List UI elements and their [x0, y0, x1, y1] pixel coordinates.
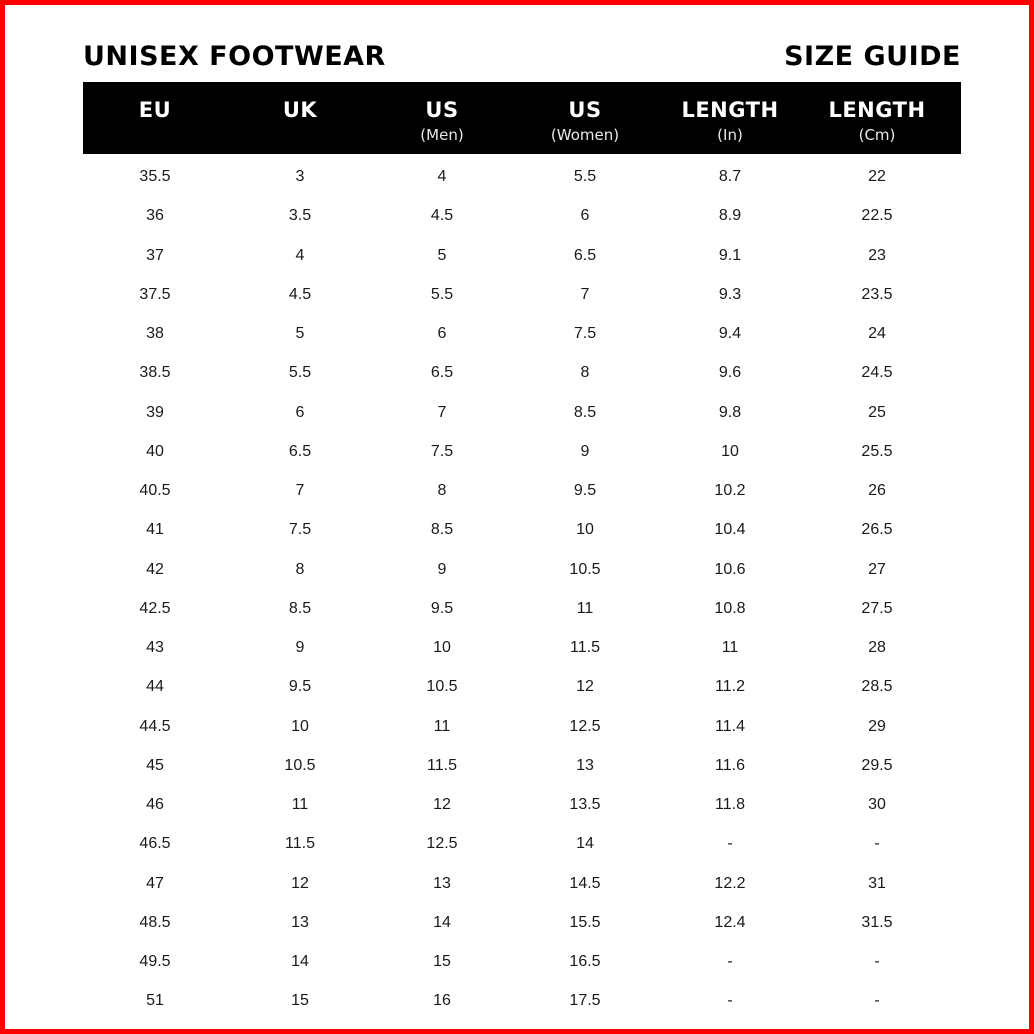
- table-cell: 36: [146, 207, 164, 225]
- table-cell: 35.5: [139, 168, 171, 185]
- table-row: [83, 785, 961, 824]
- table-cell: 13.5: [569, 796, 601, 813]
- table-cell: 16: [433, 992, 451, 1010]
- table-cell: 9.5: [288, 678, 312, 696]
- table-cell: 39: [146, 403, 164, 421]
- table-cell: 14: [433, 913, 451, 931]
- table-row: [83, 314, 961, 353]
- table-row: [83, 432, 961, 471]
- table-cell: 10.5: [426, 678, 458, 696]
- column-header-unit: (In): [717, 126, 743, 144]
- table-cell: 15: [433, 953, 451, 970]
- table-cell: 10.5: [569, 560, 601, 578]
- table-cell: 11.5: [285, 835, 315, 853]
- table-cell: 9.1: [718, 246, 742, 264]
- column-header: [85, 82, 225, 154]
- table-cell: 11: [721, 639, 739, 656]
- table-cell: 9.5: [573, 482, 597, 499]
- table-cell: 12: [576, 678, 594, 696]
- table-cell: -: [874, 953, 880, 970]
- table-cell: 5.5: [288, 364, 312, 382]
- table-cell: 49.5: [139, 953, 171, 970]
- table-cell: 10: [576, 521, 594, 539]
- table-cell: 9.5: [430, 599, 454, 617]
- table-row: [83, 824, 961, 863]
- table-cell: 46.5: [139, 835, 171, 853]
- table-cell: 40: [146, 442, 164, 460]
- table-cell: 42.5: [139, 599, 171, 617]
- table-row: [83, 707, 961, 746]
- table-cell: 31.5: [861, 913, 893, 931]
- table-cell: 6.5: [430, 364, 454, 382]
- table-cell: -: [874, 992, 880, 1010]
- column-header: [515, 82, 655, 154]
- table-row: [83, 275, 961, 314]
- table-cell: 6.5: [573, 246, 597, 264]
- table-cell: 8.9: [718, 207, 742, 225]
- table-cell: 28: [868, 639, 886, 656]
- column-header: [660, 82, 800, 154]
- table-cell: 24: [868, 325, 886, 342]
- table-cell: 13: [576, 756, 594, 774]
- table-cell: 4: [437, 168, 447, 185]
- table-cell: 9.3: [718, 285, 742, 303]
- table-cell: 24.5: [861, 364, 893, 382]
- column-header-label: LENGTH: [828, 98, 926, 122]
- table-row: [83, 903, 961, 942]
- table-header: [83, 82, 961, 154]
- title-row: [83, 37, 961, 77]
- table-cell: 7: [437, 403, 447, 421]
- table-cell: 13: [291, 913, 309, 931]
- table-row: [83, 393, 961, 432]
- table-cell: 9: [437, 560, 447, 578]
- table-cell: 4: [295, 246, 305, 264]
- table-cell: 6: [437, 325, 447, 342]
- table-cell: 10.5: [284, 756, 316, 774]
- table-cell: 14: [291, 953, 309, 970]
- table-row: [83, 667, 961, 706]
- table-cell: 16.5: [569, 953, 601, 970]
- table-row: [83, 196, 961, 235]
- table-cell: 11.5: [570, 639, 600, 656]
- table-cell: 22: [868, 168, 886, 185]
- table-row: [83, 589, 961, 628]
- table-cell: 23: [868, 246, 886, 264]
- table-cell: 29.5: [861, 756, 893, 774]
- table-row: [83, 746, 961, 785]
- column-header: [230, 82, 370, 154]
- table-cell: 11.6: [715, 756, 745, 774]
- column-header-label: LENGTH: [681, 98, 779, 122]
- table-cell: 15: [291, 992, 309, 1010]
- table-cell: 31: [868, 874, 886, 892]
- table-cell: 12: [433, 796, 451, 813]
- table-cell: 48.5: [139, 913, 171, 931]
- table-cell: 9: [295, 639, 305, 656]
- table-cell: 11.4: [715, 717, 745, 735]
- table-cell: 3: [295, 168, 305, 185]
- table-cell: 5.5: [430, 285, 454, 303]
- table-cell: 40.5: [139, 482, 171, 499]
- table-cell: 10.2: [714, 482, 746, 499]
- table-cell: 7.5: [573, 325, 597, 342]
- table-cell: -: [727, 953, 733, 970]
- table-cell: 9.8: [718, 403, 742, 421]
- table-cell: -: [874, 835, 880, 853]
- table-cell: 4.5: [430, 207, 454, 225]
- table-cell: 10.8: [714, 599, 746, 617]
- table-cell: 8.5: [573, 403, 597, 421]
- table-row: [83, 236, 961, 275]
- table-cell: 8: [437, 482, 447, 499]
- table-cell: 15.5: [569, 913, 601, 931]
- table-cell: 12.2: [714, 874, 746, 892]
- table-cell: 14: [576, 835, 594, 853]
- table-cell: 37: [146, 246, 164, 264]
- table-cell: 7.5: [430, 442, 454, 460]
- table-cell: 38: [146, 325, 164, 342]
- table-cell: 44: [146, 678, 164, 696]
- column-header-unit: (Men): [420, 126, 464, 144]
- table-cell: 7: [580, 285, 590, 303]
- table-cell: 9: [580, 442, 590, 460]
- table-cell: 29: [868, 717, 886, 735]
- table-cell: 44.5: [139, 717, 171, 735]
- table-cell: 46: [146, 796, 164, 813]
- column-header: [372, 82, 512, 154]
- column-header-label: US: [568, 98, 602, 122]
- table-cell: 9.4: [718, 325, 742, 342]
- table-cell: 11.2: [715, 678, 745, 696]
- table-cell: 17.5: [569, 992, 601, 1010]
- table-row: [83, 981, 961, 1020]
- table-cell: 11.5: [427, 756, 457, 774]
- table-cell: 22.5: [861, 207, 893, 225]
- table-cell: 30: [868, 796, 886, 813]
- table-cell: 7.5: [288, 521, 312, 539]
- table-cell: 12.5: [426, 835, 458, 853]
- table-cell: 11.8: [715, 796, 745, 813]
- table-cell: 3.5: [288, 207, 312, 225]
- page-title: UNISEX FOOTWEAR: [83, 41, 386, 72]
- table-cell: 37.5: [139, 285, 171, 303]
- table-cell: 8.5: [288, 599, 312, 617]
- table-cell: 27: [868, 560, 886, 578]
- table-cell: 41: [146, 521, 164, 539]
- column-header-label: US: [425, 98, 459, 122]
- table-cell: 12.4: [714, 913, 746, 931]
- table-row: [83, 353, 961, 392]
- column-header-label: EU: [138, 98, 172, 122]
- table-cell: 9.6: [718, 364, 742, 382]
- table-cell: 10.4: [714, 521, 746, 539]
- table-cell: 5.5: [573, 168, 597, 185]
- table-cell: 23.5: [861, 285, 893, 303]
- table-cell: 4.5: [288, 285, 312, 303]
- table-cell: 12: [291, 874, 309, 892]
- table-cell: 8.5: [430, 521, 454, 539]
- table-row: [83, 471, 961, 510]
- table-cell: 6: [580, 207, 590, 225]
- table-cell: 38.5: [139, 364, 171, 382]
- table-cell: 8: [295, 560, 305, 578]
- table-cell: 5: [295, 325, 305, 342]
- table-cell: 11: [433, 717, 451, 735]
- table-cell: 12.5: [569, 717, 601, 735]
- table-cell: 10: [721, 442, 739, 460]
- table-row: [83, 157, 961, 196]
- table-cell: -: [727, 992, 733, 1010]
- table-cell: 10: [291, 717, 309, 735]
- table-cell: 11: [291, 796, 309, 813]
- column-header-label: UK: [282, 98, 318, 122]
- table-cell: 10.6: [714, 560, 746, 578]
- table-cell: 7: [295, 482, 305, 499]
- table-cell: 51: [146, 992, 164, 1010]
- table-cell: 42: [146, 560, 164, 578]
- table-cell: 25.5: [861, 442, 893, 460]
- table-row: [83, 864, 961, 903]
- table-cell: 5: [437, 246, 447, 264]
- table-cell: 45: [146, 756, 164, 774]
- table-cell: 27.5: [861, 599, 893, 617]
- table-row: [83, 510, 961, 549]
- table-cell: 8: [580, 364, 590, 382]
- table-cell: 11: [576, 599, 594, 617]
- table-cell: 43: [146, 639, 164, 656]
- column-header-unit: (Women): [550, 126, 620, 144]
- table-row: [83, 628, 961, 667]
- table-cell: 25: [868, 403, 886, 421]
- table-cell: 47: [146, 874, 164, 892]
- table-cell: -: [727, 835, 733, 853]
- table-cell: 8.7: [718, 168, 742, 185]
- table-cell: 13: [433, 874, 451, 892]
- column-header: [807, 82, 947, 154]
- table-row: [83, 942, 961, 981]
- page-subtitle: SIZE GUIDE: [784, 41, 961, 72]
- table-cell: 28.5: [861, 678, 893, 696]
- column-header-unit: (Cm): [858, 126, 896, 144]
- table-cell: 26: [868, 482, 886, 499]
- table-cell: 6.5: [288, 442, 312, 460]
- table-cell: 6: [295, 403, 305, 421]
- table-cell: 26.5: [861, 521, 893, 539]
- table-cell: 14.5: [569, 874, 601, 892]
- table-row: [83, 550, 961, 589]
- table-cell: 10: [433, 639, 451, 656]
